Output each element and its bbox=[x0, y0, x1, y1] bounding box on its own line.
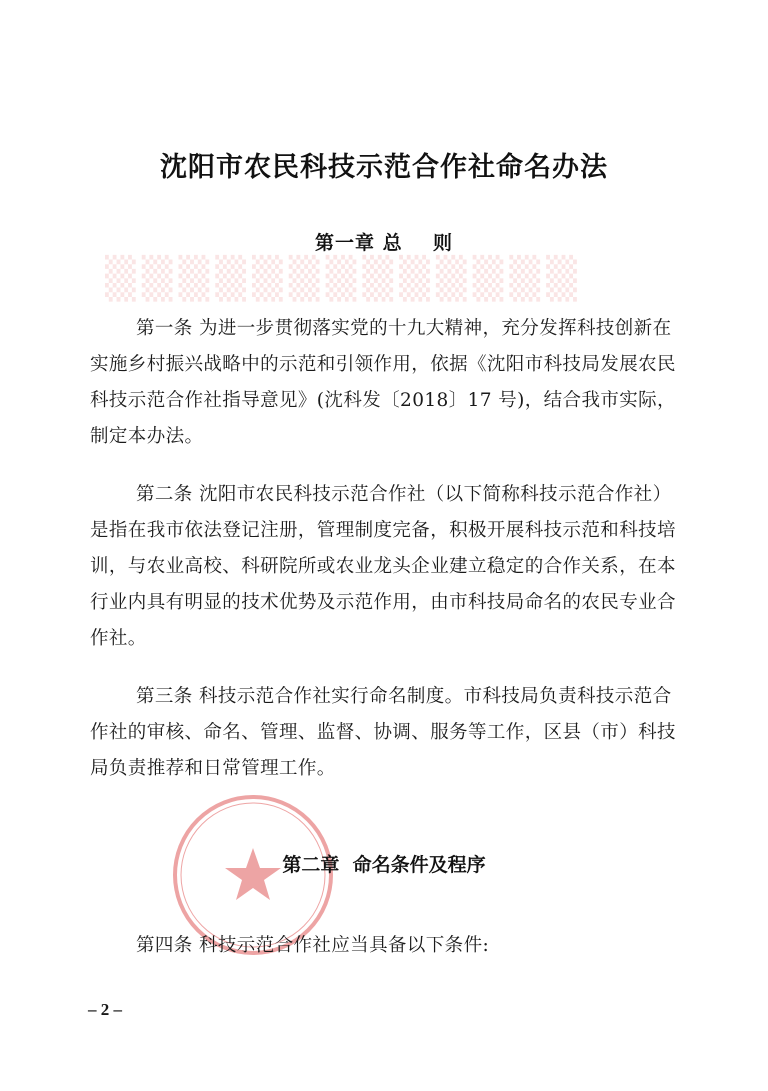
document-title: 沈阳市农民科技示范合作社命名办法 bbox=[160, 152, 608, 183]
article-3 bbox=[90, 679, 690, 787]
article-1-text: 第一条 为进一步贯彻落实党的十九大精神，充分发挥科技创新在实施乡村振兴战略中的示范和引领作用，依据《沈阳市科技局发展农民科技示范合作社指导意见》(沈科发〔2018〕17 号)，结合我市实际，制定本办法。 bbox=[90, 318, 676, 447]
chapter-heading-2: 第二章 命名条件及程序 bbox=[282, 854, 486, 876]
article-2 bbox=[90, 477, 690, 657]
article-2-text: 第二条 沈阳市农民科技示范合作社（以下简称科技示范合作社）是指在我市依法登记注册，管理制度完备，积极开展科技示范和科技培训，与农业高校、科研院所或农业龙头企业建立稳定的合作关系，在本行业内具有明显的技术优势及示范作用，由市科技局命名的农民专业合作社。 bbox=[90, 484, 676, 649]
article-4 bbox=[90, 928, 690, 964]
article-4-text: 第四条 科技示范合作社应当具备以下条件: bbox=[136, 935, 490, 956]
page-number: – 2 – bbox=[88, 1000, 122, 1019]
article-1 bbox=[90, 311, 690, 455]
bleed-through-watermark: ▒▒▒▒▒▒▒▒▒▒▒▒▒ bbox=[105, 255, 583, 302]
article-3-text: 第三条 科技示范合作社实行命名制度。市科技局负责科技示范合作社的审核、命名、管理、监督、协调、服务等工作，区县（市）科技局负责推荐和日常管理工作。 bbox=[90, 686, 676, 779]
chapter-heading-1: 第一章 总 则 bbox=[314, 232, 454, 254]
